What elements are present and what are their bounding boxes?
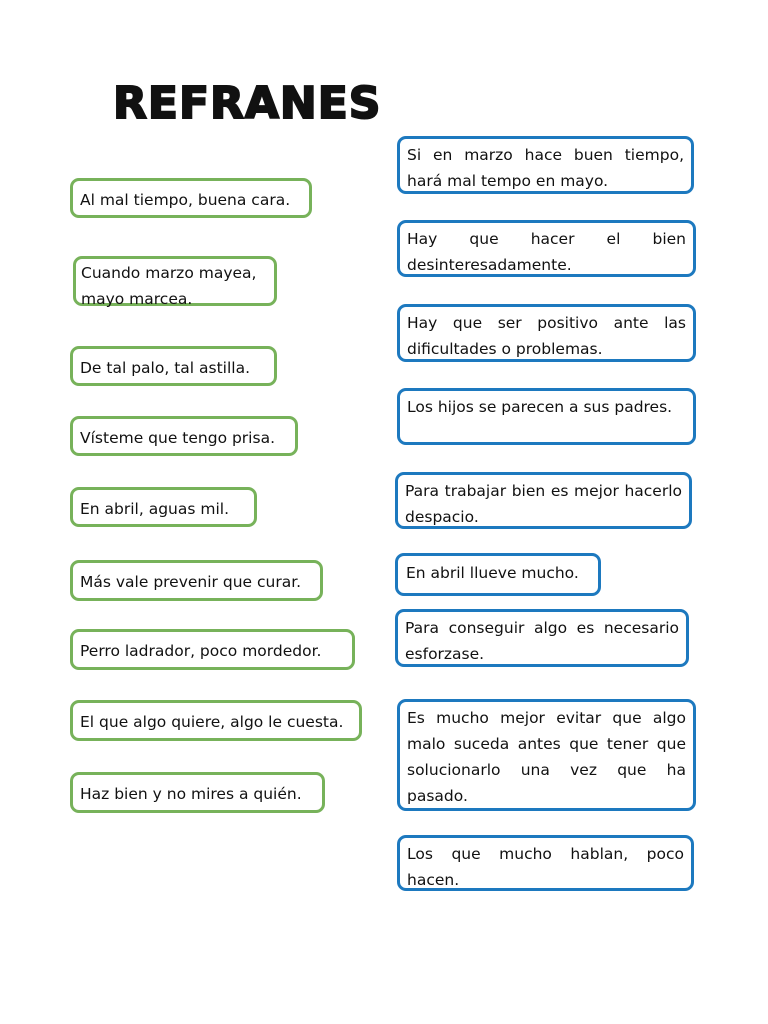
significado-card-6[interactable]: En abril llueve mucho.: [395, 553, 601, 596]
refran-card-8[interactable]: El que algo quiere, algo le cuesta.: [70, 700, 362, 741]
refran-card-6[interactable]: Más vale prevenir que curar.: [70, 560, 323, 601]
refran-card-1[interactable]: Al mal tiempo, buena cara.: [70, 178, 312, 218]
significado-card-7[interactable]: Para conseguir algo es necesario esforzase.: [395, 609, 689, 667]
significado-card-8[interactable]: Es mucho mejor evitar que algo malo suceda antes que tener que solucionarlo una vez que ha pasado.: [397, 699, 696, 811]
worksheet-title: REFRANES: [113, 78, 382, 129]
significado-card-5[interactable]: Para trabajar bien es mejor hacerlo despacio.: [395, 472, 692, 529]
significado-card-3[interactable]: Hay que ser positivo ante las dificultades o problemas.: [397, 304, 696, 362]
refran-card-5[interactable]: En abril, aguas mil.: [70, 487, 257, 527]
significado-card-2[interactable]: Hay que hacer el bien desinteresadamente.: [397, 220, 696, 277]
refran-card-4[interactable]: Vísteme que tengo prisa.: [70, 416, 298, 456]
refran-card-7[interactable]: Perro ladrador, poco mordedor.: [70, 629, 355, 670]
refran-card-2[interactable]: Cuando marzo mayea, mayo marcea.: [73, 256, 277, 306]
significado-card-4[interactable]: Los hijos se parecen a sus padres.: [397, 388, 696, 445]
significado-card-1[interactable]: Si en marzo hace buen tiempo, hará mal tempo en mayo.: [397, 136, 694, 194]
refran-card-3[interactable]: De tal palo, tal astilla.: [70, 346, 277, 386]
significado-card-9[interactable]: Los que mucho hablan, poco hacen.: [397, 835, 694, 891]
refran-card-9[interactable]: Haz bien y no mires a quién.: [70, 772, 325, 813]
